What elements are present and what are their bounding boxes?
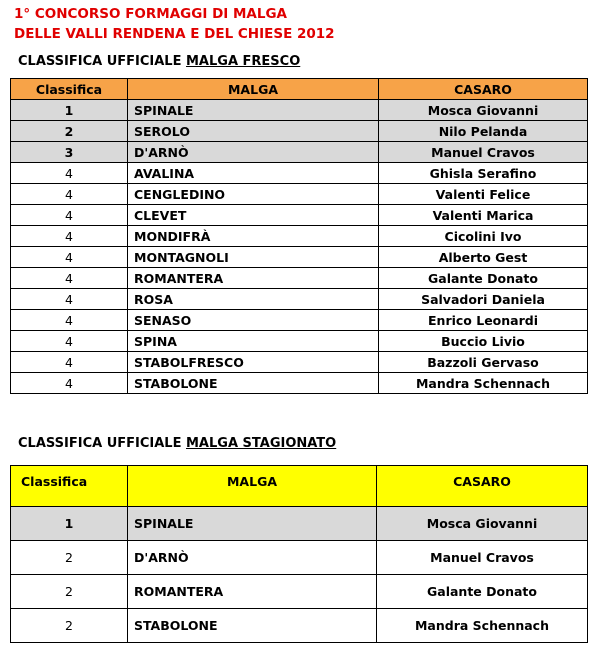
malga-cell: SPINA (128, 331, 379, 352)
malga-cell: D'ARNÒ (128, 142, 379, 163)
rank-cell: 2 (11, 541, 128, 575)
casaro-cell: Valenti Marica (379, 205, 588, 226)
casaro-cell: Mosca Giovanni (377, 507, 588, 541)
casaro-cell: Nilo Pelanda (379, 121, 588, 142)
table-row (11, 609, 588, 643)
casaro-cell: Mandra Schennach (377, 609, 588, 643)
table-row (11, 100, 588, 121)
malga-cell: CLEVET (128, 205, 379, 226)
malga-cell: ROMANTERA (128, 268, 379, 289)
stagionato-col-casaro: CASARO (377, 466, 588, 507)
fresco-header-row (11, 79, 588, 100)
malga-cell: ROMANTERA (128, 575, 377, 609)
casaro-cell: Manuel Cravos (379, 142, 588, 163)
page-title-line2: DELLE VALLI RENDENA E DEL CHIESE 2012 (14, 26, 335, 42)
malga-cell: ROSA (128, 289, 379, 310)
rank-cell: 4 (11, 247, 128, 268)
fresco-col-malga: MALGA (128, 79, 379, 100)
casaro-cell: Galante Donato (377, 575, 588, 609)
stagionato-table (10, 465, 588, 643)
table-row (11, 226, 588, 247)
malga-cell: SENASO (128, 310, 379, 331)
casaro-cell: Alberto Gest (379, 247, 588, 268)
casaro-cell: Buccio Livio (379, 331, 588, 352)
stagionato-col-classifica: Classifica (11, 466, 128, 507)
stagionato-section-title (18, 436, 336, 451)
table-row (11, 352, 588, 373)
rank-cell: 4 (11, 331, 128, 352)
table-row (11, 289, 588, 310)
fresco-col-classifica: Classifica (11, 79, 128, 100)
malga-cell: STABOLONE (128, 373, 379, 394)
malga-cell: STABOLONE (128, 609, 377, 643)
rank-cell: 4 (11, 205, 128, 226)
table-row (11, 163, 588, 184)
rank-cell: 3 (11, 142, 128, 163)
casaro-cell: Salvadori Daniela (379, 289, 588, 310)
stagionato-col-malga: MALGA (128, 466, 377, 507)
casaro-cell: Valenti Felice (379, 184, 588, 205)
table-row (11, 373, 588, 394)
rank-cell: 2 (11, 575, 128, 609)
table-row (11, 331, 588, 352)
stagionato-header-row (11, 466, 588, 507)
rank-cell: 4 (11, 373, 128, 394)
malga-cell: SEROLO (128, 121, 379, 142)
table-row (11, 268, 588, 289)
casaro-cell: Ghisla Serafino (379, 163, 588, 184)
stagionato-title-prefix: CLASSIFICA UFFICIALE (18, 436, 186, 451)
table-row (11, 142, 588, 163)
table-row (11, 205, 588, 226)
fresco-title-underlined: MALGA FRESCO (186, 54, 301, 69)
rank-cell: 2 (11, 609, 128, 643)
table-row (11, 247, 588, 268)
casaro-cell: Galante Donato (379, 268, 588, 289)
rank-cell: 4 (11, 352, 128, 373)
rank-cell: 4 (11, 226, 128, 247)
malga-cell: CENGLEDINO (128, 184, 379, 205)
malga-cell: D'ARNÒ (128, 541, 377, 575)
rank-cell: 4 (11, 163, 128, 184)
casaro-cell: Cicolini Ivo (379, 226, 588, 247)
fresco-col-casaro: CASARO (379, 79, 588, 100)
table-row (11, 121, 588, 142)
table-row (11, 184, 588, 205)
table-row (11, 575, 588, 609)
table-row (11, 310, 588, 331)
fresco-section-title (18, 54, 300, 69)
table-row (11, 541, 588, 575)
casaro-cell: Enrico Leonardi (379, 310, 588, 331)
fresco-title-prefix: CLASSIFICA UFFICIALE (18, 54, 186, 69)
rank-cell: 1 (11, 100, 128, 121)
rank-cell: 2 (11, 121, 128, 142)
malga-cell: SPINALE (128, 100, 379, 121)
rank-cell: 4 (11, 184, 128, 205)
malga-cell: STABOLFRESCO (128, 352, 379, 373)
fresco-table (10, 78, 588, 394)
malga-cell: MONTAGNOLI (128, 247, 379, 268)
table-row (11, 507, 588, 541)
stagionato-title-underlined: MALGA STAGIONATO (186, 436, 337, 451)
malga-cell: MONDIFRÀ (128, 226, 379, 247)
page-title-line1: 1° CONCORSO FORMAGGI DI MALGA (14, 6, 288, 22)
casaro-cell: Manuel Cravos (377, 541, 588, 575)
rank-cell: 4 (11, 310, 128, 331)
casaro-cell: Mandra Schennach (379, 373, 588, 394)
malga-cell: AVALINA (128, 163, 379, 184)
rank-cell: 4 (11, 268, 128, 289)
rank-cell: 1 (11, 507, 128, 541)
rank-cell: 4 (11, 289, 128, 310)
casaro-cell: Bazzoli Gervaso (379, 352, 588, 373)
malga-cell: SPINALE (128, 507, 377, 541)
casaro-cell: Mosca Giovanni (379, 100, 588, 121)
